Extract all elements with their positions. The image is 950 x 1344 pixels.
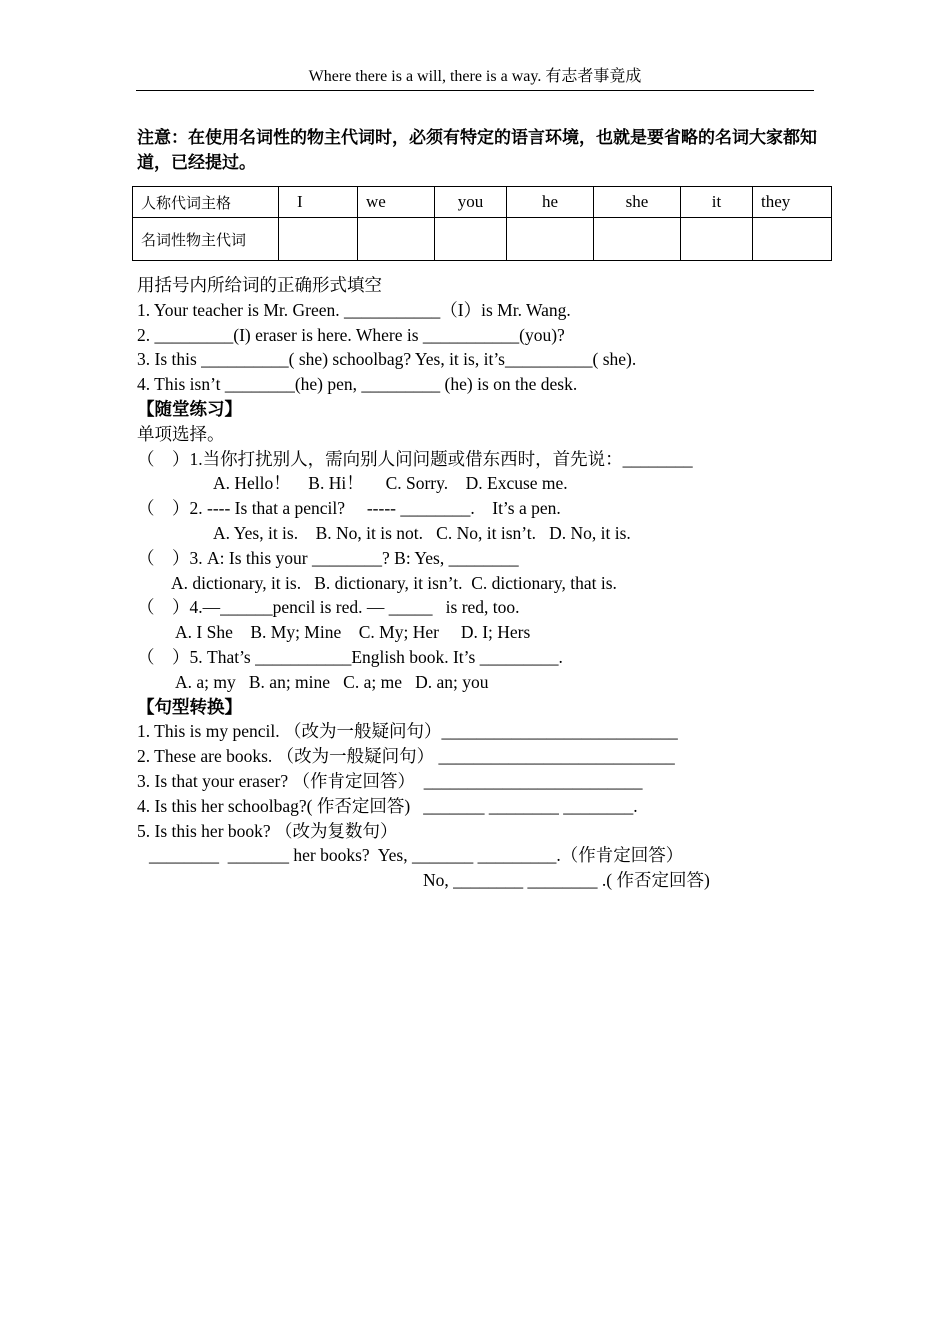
choice-options: A. Hello！ B. Hi！ C. Sorry. D. Excuse me. bbox=[213, 473, 568, 494]
table-cell: I bbox=[279, 187, 358, 218]
grammar-note: 注意：在使用名词性的物主代词时，必须有特定的语言环境，也就是要省略的名词大家都知道，已经提过。 bbox=[137, 128, 817, 173]
table-cell: we bbox=[358, 187, 435, 218]
exercise-body bbox=[137, 273, 837, 893]
answer-cell[interactable] bbox=[507, 218, 594, 261]
choice-options: A. dictionary, it is. B. dictionary, it isn’t. C. dictionary, that is. bbox=[171, 572, 617, 593]
choice-question: （ ）3. A: Is this your ________? B: Yes, ________ bbox=[137, 547, 519, 568]
row-label: 名词性物主代词 bbox=[133, 218, 279, 261]
answer-cell[interactable] bbox=[753, 218, 832, 261]
page-header: Where there is a will, there is a way. 有志者事竟成 bbox=[136, 66, 814, 91]
choice-question: （ ）5. That’s ___________English book. It’s _________. bbox=[137, 646, 563, 667]
transform-question: 2. These are books. （改为一般疑问句） ___________________________ bbox=[137, 746, 675, 767]
answer-cell[interactable] bbox=[358, 218, 435, 261]
answer-cell[interactable] bbox=[594, 218, 681, 261]
transform-answer: No, ________ ________ .( 作否定回答) bbox=[423, 870, 710, 891]
section-instruction: 用括号内所给词的正确形式填空 bbox=[137, 275, 382, 295]
section-heading: 【句型转换】 bbox=[137, 696, 242, 717]
table-row bbox=[133, 218, 832, 261]
pronoun-table bbox=[132, 186, 832, 261]
fill-question: 2. _________(I) eraser is here. Where is ___________(you)? bbox=[137, 324, 565, 345]
choice-options: A. I She B. My; Mine C. My; Her D. I; Hers bbox=[175, 622, 531, 643]
answer-cell[interactable] bbox=[279, 218, 358, 261]
fill-question: 3. Is this __________( she) schoolbag? Yes, it is, it’s__________( she). bbox=[137, 349, 637, 370]
table-cell: it bbox=[681, 187, 753, 218]
table-cell: you bbox=[435, 187, 507, 218]
table-row bbox=[133, 187, 832, 218]
table-cell: she bbox=[594, 187, 681, 218]
choice-question: （ ）1.当你打扰别人，需向别人问问题或借东西时，首先说：________ bbox=[137, 448, 693, 469]
section-instruction: 单项选择。 bbox=[137, 423, 225, 444]
section-heading: 【随堂练习】 bbox=[137, 398, 242, 419]
transform-question: 4. Is this her schoolbag?( 作否定回答) _______ ________ ________. bbox=[137, 795, 638, 816]
transform-question: 3. Is that your eraser? （作肯定回答） _________________________ bbox=[137, 770, 643, 791]
choice-options: A. Yes, it is. B. No, it is not. C. No, it isn’t. D. No, it is. bbox=[213, 522, 631, 543]
table-cell: they bbox=[753, 187, 832, 218]
row-label: 人称代词主格 bbox=[133, 187, 279, 218]
transform-question: 1. This is my pencil. （改为一般疑问句）___________________________ bbox=[137, 721, 678, 742]
answer-cell[interactable] bbox=[681, 218, 753, 261]
transform-question: 5. Is this her book? （改为复数句） bbox=[137, 820, 398, 841]
fill-question: 4. This isn’t ________(he) pen, _________ (he) is on the desk. bbox=[137, 374, 578, 395]
answer-cell[interactable] bbox=[435, 218, 507, 261]
choice-question: （ ）2. ---- Is that a pencil? ----- ________. It’s a pen. bbox=[137, 498, 561, 519]
transform-answer: ________ _______ her books? Yes, _______ _________.（作肯定回答） bbox=[149, 845, 684, 866]
fill-question: 1. Your teacher is Mr. Green. ___________（I）is Mr. Wang. bbox=[137, 299, 571, 320]
table-cell: he bbox=[507, 187, 594, 218]
choice-options: A. a; my B. an; mine C. a; me D. an; you bbox=[175, 671, 489, 692]
choice-question: （ ）4.—______pencil is red. — _____ is red, too. bbox=[137, 597, 520, 618]
